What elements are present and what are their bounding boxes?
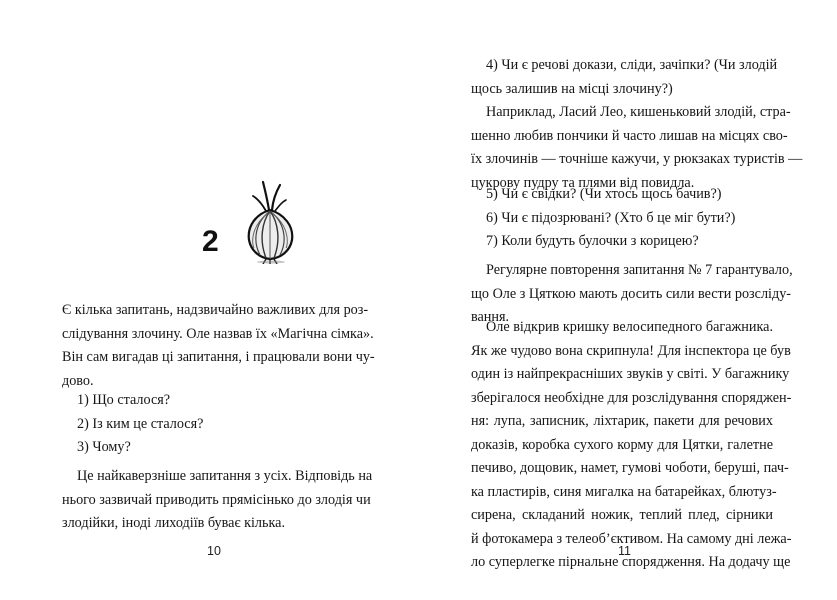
list-item: 1) Що сталося? (77, 392, 171, 408)
text-line: Наприклад, Ласий Лео, кишеньковий злодій, стра- (486, 104, 791, 120)
text-line: злодійки, іноді лиходіїв буває кілька. (62, 515, 286, 531)
text-line: Є кілька запитань, надзвичайно важливих для роз- (62, 302, 369, 318)
intro-paragraph (62, 299, 375, 393)
text-line: дово. (62, 372, 94, 389)
questions-list (77, 389, 357, 460)
text-line: нього зазвичай приводить прямісінько до злодія чи (62, 491, 371, 508)
page-number: 11 (618, 544, 631, 558)
text-line: Регулярне повторення запитання № 7 гарантувало, (486, 262, 793, 278)
text-line: сирена, складаний ножик, теплий плед, сірники (471, 507, 773, 523)
text-line: що Оле з Цяткою мають досить сили вести розсліду- (471, 285, 792, 302)
page-number: 10 (207, 544, 221, 558)
left-page (0, 0, 418, 600)
text-line: Як же чудово вона скрипнула! Для інспектора це був (471, 342, 791, 359)
text-line: доказів, коробка сухого корму для Цятки, галетне (471, 436, 773, 453)
text-line: ло суперлегке пірнальне спорядження. На додачу ще (471, 554, 791, 570)
questions-list (486, 183, 773, 254)
question-4-paragraph (471, 54, 778, 101)
text-line: Він сам вигадав ці запитання, і працювали вони чу- (62, 349, 375, 365)
text-line: їх злочинів — точніше кажучи, у рюкзаках туристів — (471, 151, 803, 167)
text-line: слідування злочину. Оле назвав їх «Магічна сімка». (62, 325, 374, 342)
example-paragraph (471, 101, 803, 195)
right-page (418, 0, 837, 600)
list-item: 6) Чи є підозрювані? (Хто б це міг бути?) (486, 209, 736, 226)
text-line: один із найпрекрасніших звуків у світі. У багажнику (471, 366, 790, 382)
onion-icon (236, 180, 306, 264)
list-item: 2) Із ким це сталося? (77, 415, 204, 432)
text-line: вання. (471, 309, 510, 325)
text-line: ня: лупа, записник, ліхтарик, пакети для речових (471, 413, 773, 429)
text-line: Це найкаверзніше запитання з усіх. Відповідь на (77, 468, 373, 484)
text-line: Оле відкрив кришку велосипедного багажника. (486, 319, 773, 335)
text-line: щось залишив на місці злочину?) (471, 80, 673, 97)
text-line: й фотокамера з телеоб’єктивом. На самому дні лежа- (471, 530, 792, 547)
list-item: 5) Чи є свідки? (Чи хтось щось бачив?) (486, 186, 722, 202)
chapter-number: 2 (202, 225, 219, 258)
text-line: зберігалося необхідне для розслідування споряджен- (471, 389, 792, 406)
text-line: цукрову пудру та плями від повидла. (471, 174, 695, 191)
list-item: 3) Чому? (77, 439, 131, 455)
trunk-paragraph (471, 316, 792, 575)
text-line: шенно любив пончики й часто лишав на місцях сво- (471, 127, 788, 144)
list-item: 7) Коли будуть булочки з корицею? (486, 233, 699, 249)
closing-paragraph (62, 465, 373, 536)
text-line: 4) Чи є речові докази, сліди, зачіпки? (Чи злодій (486, 57, 778, 73)
text-line: ка пластирів, синя мигалка на батарейках, блютуз- (471, 483, 777, 500)
text-line: печиво, дощовик, намет, гумові чоботи, беруші, пач- (471, 460, 789, 476)
